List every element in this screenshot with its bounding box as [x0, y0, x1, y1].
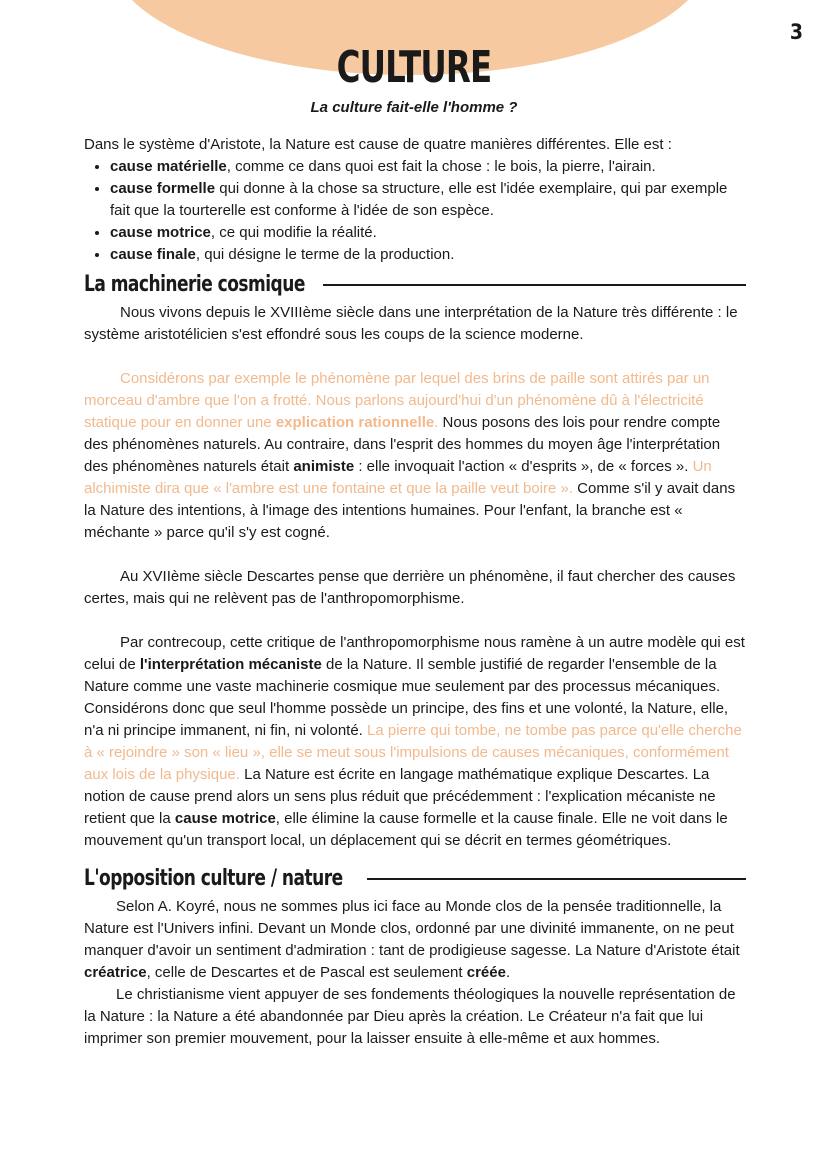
paragraph: Par contrecoup, cette critique de l'anthropomorphisme nous ramène à un autre modèle qui est celui de l'interprétation mécaniste de la Nature. Il semble justifié de regarder l'ensemble de la Nature comme une vaste machinerie cosmique mue seulement par des processus mécaniques. Considérons donc que seul l'homme possède un principe, des fins et une volonté, la Nature, elle, n'a ni principe immanent, ni fin, ni volonté. La pierre qui tombe, ne tombe pas parce qu'elle cherche à « rejoindre » son « lieu », elle se meut sous l'impulsions de causes mécaniques, conformément aux lois de la physique. La Nature est écrite en langage mathématique explique Descartes. La notion de cause prend alors un sens plus réduit que précédemment : l'explication mécaniste ne retient que la cause motrice, elle élimine la cause formelle et la cause finale. Elle ne voit dans le mouvement qu'un transport local, un déplacement qui se décrit en termes géométriques. — [84, 634, 745, 849]
cause-description: qui donne à la chose sa structure, elle est l'idée exemplaire, qui par exemple fait que la tourterelle est conforme à l'idée de son espèce. — [110, 180, 728, 219]
paragraph: Au XVIIème siècle Descartes pense que derrière un phénomène, il faut chercher des causes certes, mais qui ne relèvent pas de l'anthropomorphisme. — [84, 568, 736, 607]
page-title: CULTURE — [336, 42, 492, 93]
cause-description: , comme ce dans quoi est fait la chose : le bois, la pierre, l'airain. — [226, 158, 656, 175]
main-content — [84, 134, 746, 1050]
causes-list — [84, 156, 746, 266]
section-heading-opposition — [84, 868, 746, 890]
intro-paragraph: Dans le système d'Aristote, la Nature est cause de quatre manières différentes. Elle est : — [84, 136, 672, 153]
section-title: La machinerie cosmique — [84, 272, 305, 297]
heading-rule — [323, 284, 746, 286]
section-heading-machinerie — [84, 274, 746, 296]
paragraph: Considérons par exemple le phénomène par lequel des brins de paille sont attirés par un morceau d'ambre que l'on a frotté. Nous parlons aujourd'hui d'un phénomène dû à l'électricité statique pour en donner une explication rationnelle. Nous posons des lois pour rendre compte des phénomènes naturels. Au contraire, dans l'esprit des hommes du moyen âge l'interprétation des phénomènes naturels était animiste : elle invoquait l'action « d'esprits », de « forces ». Un alchimiste dira que « l'ambre est une fontaine et que la paille veut boire ». Comme s'il y avait dans la Nature des intentions, à l'image des intentions humaines. Pour l'enfant, la branche est « méchante » parce qu'il s'y est cogné. — [84, 370, 736, 541]
list-item — [110, 222, 746, 244]
cause-description: , qui désigne le terme de la production. — [195, 246, 455, 263]
heading-rule — [367, 878, 746, 880]
list-item — [110, 178, 746, 222]
cause-term: cause matérielle — [110, 158, 227, 175]
cause-term: cause formelle — [110, 180, 216, 197]
cause-description: , ce qui modifie la réalité. — [210, 224, 377, 241]
page-number: 3 — [789, 20, 803, 44]
list-item — [110, 156, 746, 178]
paragraph: Le christianisme vient appuyer de ses fondements théologiques la nouvelle représentation de la Nature : la Nature a été abandonnée par Dieu après la création. Le Créateur n'a fait que lui imprimer son premier mouvement, pour la laisser ensuite à elle-même et aux hommes. — [84, 986, 736, 1047]
page-subtitle: La culture fait-elle l'homme ? — [310, 99, 518, 116]
cause-term: cause motrice — [110, 224, 211, 241]
paragraph: Selon A. Koyré, nous ne sommes plus ici face au Monde clos de la pensée traditionnelle, la Nature est l'Univers infini. Devant un Monde clos, ordonné par une divinité immanente, on ne peut manquer d'avoir un sentiment d'admiration : tant de prodigieuse sagesse. La Nature d'Aristote était créatrice, celle de Descartes et de Pascal est seulement créée. — [84, 898, 740, 981]
cause-term: cause finale — [110, 246, 196, 263]
paragraph: Nous vivons depuis le XVIIIème siècle dans une interprétation de la Nature très différente : le système aristotélicien s'est effondré sous les coups de la science moderne. — [84, 304, 738, 343]
section-title: L'opposition culture / nature — [84, 866, 343, 891]
list-item — [110, 244, 746, 266]
